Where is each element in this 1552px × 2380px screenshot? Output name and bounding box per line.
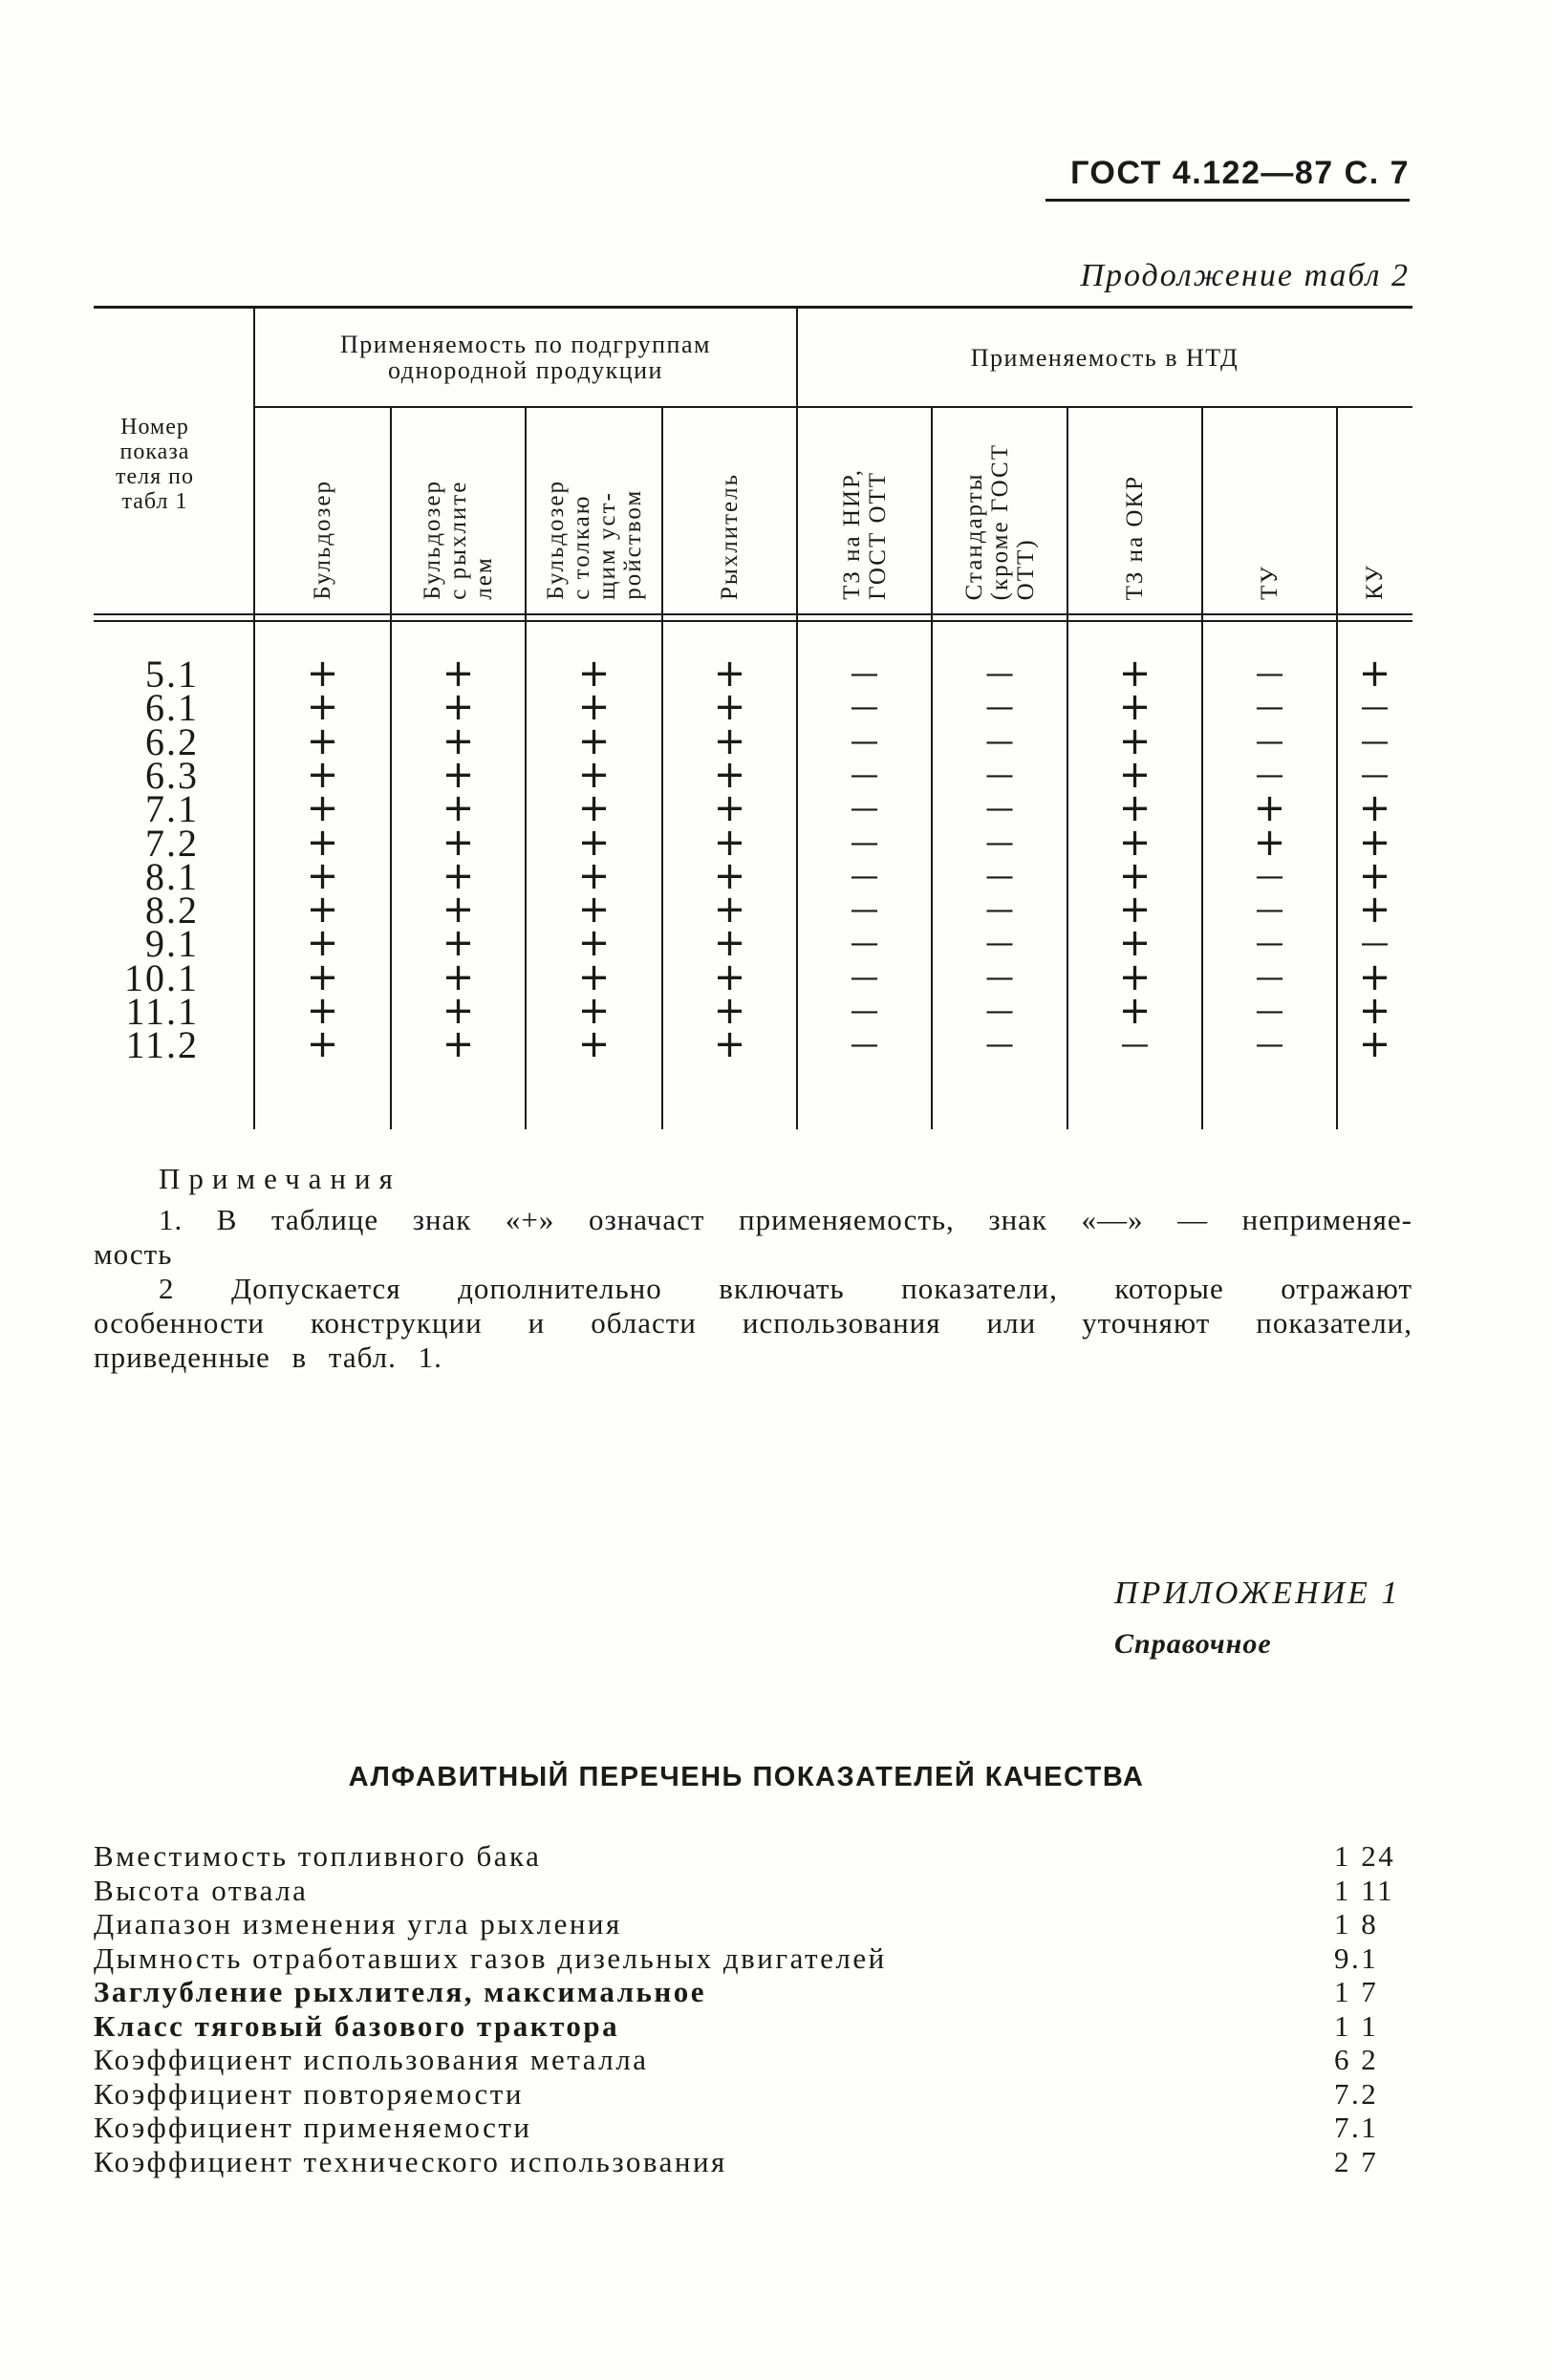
applicable-mark: + (442, 652, 475, 696)
index-item-name: Заглубление рыхлителя, максимальное (94, 1975, 707, 2008)
applicable-mark: + (577, 989, 611, 1033)
appendix-label: ПРИЛОЖЕНИЕ 1 (1114, 1576, 1401, 1611)
applicable-mark: + (577, 718, 611, 763)
header-rule (1045, 199, 1410, 202)
not-applicable-mark: — (850, 893, 879, 928)
not-applicable-mark: — (985, 995, 1014, 1028)
applicable-mark: + (442, 853, 475, 898)
applicable-mark: + (1358, 786, 1391, 831)
column-header-label: Бульдозер с рыхлите лем (420, 480, 497, 600)
index-item (94, 1941, 1412, 1976)
note-line: 1. В таблице знак «+» означаст применяемость, знак «—» — неприменяе- (159, 1203, 1412, 1236)
applicable-mark: + (306, 820, 339, 865)
not-applicable-mark: — (985, 758, 1014, 792)
not-applicable-mark: — (985, 859, 1014, 893)
index-item-name: Диапазон изменения угла рыхления (94, 1907, 622, 1940)
not-applicable-mark: — (850, 724, 879, 759)
column-header-ku (1337, 408, 1412, 613)
index-item-name: Коэффициент повторяемости (94, 2076, 524, 2111)
index-item-ref: 2 7 (1334, 2144, 1379, 2178)
applicable-mark: + (577, 685, 611, 730)
row-indicator-number: 6.2 (145, 719, 199, 763)
header-double-rule-lower (94, 620, 1412, 622)
applicable-mark: + (1358, 853, 1391, 898)
index-item (94, 2111, 1412, 2145)
applicable-mark: + (577, 853, 611, 898)
not-applicable-mark: — (1255, 960, 1284, 995)
applicable-mark: + (306, 954, 339, 999)
applicable-mark: + (1118, 921, 1152, 966)
not-applicable-mark: — (985, 960, 1014, 995)
column-header-label: Стандарты (кроме ГОСТ ОТТ) (960, 442, 1039, 600)
row-indicator-number: 5.1 (145, 653, 199, 696)
applicable-mark: + (442, 685, 475, 730)
row-indicator-number: 7.2 (145, 821, 199, 865)
not-applicable-mark: — (985, 792, 1014, 826)
applicable-mark: + (577, 652, 611, 696)
index-item-ref: 7.2 (1334, 2076, 1379, 2111)
column-header-label: Бульдозер с толкаю щим уст- ройством (542, 480, 646, 600)
applicable-mark: + (306, 685, 339, 730)
applicable-mark: + (713, 989, 746, 1033)
applicable-mark: + (306, 853, 339, 898)
index-item-ref: 1 7 (1334, 1975, 1379, 2008)
not-applicable-mark: — (1255, 893, 1284, 928)
applicable-mark: + (1118, 752, 1152, 797)
not-applicable-mark: — (1255, 859, 1284, 893)
group-header-product-subgroups: Применяемость по подгруппам однородной продукции (340, 331, 711, 384)
not-applicable-mark: — (850, 995, 879, 1028)
row-indicator-number: 11.1 (125, 990, 199, 1033)
document-id-header: ГОСТ 4.122—87 С. 7 (1070, 155, 1410, 191)
not-applicable-mark: — (985, 893, 1014, 928)
applicable-mark: + (577, 820, 611, 865)
index-item-name: Коэффициент использования металла (94, 2043, 649, 2076)
note-line: 2 Допускается дополнительно включать показатели, которые отражают (159, 1272, 1412, 1305)
not-applicable-mark: — (1360, 927, 1390, 961)
notes-section (94, 1162, 1412, 1375)
applicable-mark: + (306, 652, 339, 696)
applicable-mark: + (577, 1022, 611, 1067)
not-applicable-mark: — (850, 960, 879, 995)
not-applicable-mark: — (1255, 995, 1284, 1028)
column-header-label: Бульдозер (310, 480, 335, 600)
column-header-tz-nir-gost-ott (797, 408, 932, 613)
applicability-table (94, 306, 1412, 1129)
index-item-ref: 1 8 (1334, 1907, 1379, 1940)
index-list (94, 1839, 1412, 2178)
applicable-mark: + (442, 989, 475, 1033)
notes-title: Примечания (159, 1162, 401, 1195)
not-applicable-mark: — (1255, 724, 1284, 759)
column-header-label: ТУ (1257, 565, 1283, 600)
applicable-mark: + (713, 853, 746, 898)
not-applicable-mark: — (1255, 691, 1284, 725)
note-line: особенности конструкции и области использования или уточняют показатели, (94, 1306, 1412, 1340)
index-title: АЛФАВИТНЫЙ ПЕРЕЧЕНЬ ПОКАЗАТЕЛЕЙ КАЧЕСТВА (348, 1762, 1145, 1792)
index-item-name: Коэффициент применяемости (94, 2111, 532, 2144)
not-applicable-mark: — (850, 691, 879, 725)
applicable-mark: + (306, 1022, 339, 1067)
not-applicable-mark: — (985, 691, 1014, 725)
column-header-label: Рыхлитель (717, 473, 743, 600)
applicable-mark: + (1118, 718, 1152, 763)
applicable-mark: + (1253, 786, 1286, 831)
applicable-mark: + (442, 888, 475, 933)
note-line: приведенные в табл. 1. (94, 1340, 442, 1374)
applicable-mark: + (1358, 820, 1391, 865)
applicable-mark: + (306, 786, 339, 831)
applicable-mark: + (306, 718, 339, 763)
column-header-label: КУ (1362, 564, 1388, 600)
not-applicable-mark: — (985, 724, 1014, 759)
column-header-ripper (662, 408, 797, 613)
not-applicable-mark: — (850, 1028, 879, 1062)
column-header-bulldozer (254, 408, 391, 613)
applicable-mark: + (1358, 652, 1391, 696)
row-indicator-number: 9.1 (145, 922, 199, 966)
not-applicable-mark: — (850, 859, 879, 893)
not-applicable-mark: — (985, 657, 1014, 691)
not-applicable-mark: — (1360, 691, 1390, 725)
applicable-mark: + (306, 989, 339, 1033)
applicable-mark: + (1118, 652, 1152, 696)
applicable-mark: + (306, 921, 339, 966)
index-item (94, 1975, 1412, 2009)
applicable-mark: + (713, 786, 746, 831)
index-item (94, 1874, 1412, 1908)
not-applicable-mark: — (1255, 1028, 1284, 1062)
not-applicable-mark: — (1255, 927, 1284, 961)
applicable-mark: + (713, 888, 746, 933)
index-item (94, 2043, 1412, 2077)
index-item-ref: 6 2 (1334, 2043, 1379, 2076)
index-item-ref: 1 24 (1334, 1839, 1396, 1873)
column-header-label: ТЗ на ОКР (1122, 474, 1148, 600)
not-applicable-mark: — (985, 927, 1014, 961)
applicable-mark: + (713, 685, 746, 730)
applicable-mark: + (1118, 989, 1152, 1033)
applicable-mark: + (713, 652, 746, 696)
row-indicator-number: 8.2 (145, 889, 199, 933)
index-item (94, 2145, 1412, 2179)
index-item (94, 1907, 1412, 1941)
applicable-mark: + (713, 954, 746, 999)
index-item (94, 2077, 1412, 2112)
applicable-mark: + (442, 921, 475, 966)
applicable-mark: + (1358, 888, 1391, 933)
header-double-rule-upper (94, 613, 1412, 615)
applicable-mark: + (442, 954, 475, 999)
applicable-mark: + (577, 921, 611, 966)
not-applicable-mark: — (850, 758, 879, 792)
not-applicable-mark: — (1120, 1028, 1150, 1062)
group-header-ntd: Применяемость в НТД (970, 343, 1239, 372)
applicable-mark: + (1118, 820, 1152, 865)
index-item-ref: 9.1 (1334, 1940, 1379, 1975)
applicable-mark: + (442, 786, 475, 831)
applicable-mark: + (442, 1022, 475, 1067)
row-indicator-number: 11.2 (125, 1023, 199, 1067)
not-applicable-mark: — (985, 825, 1014, 860)
not-applicable-mark: — (1360, 758, 1390, 792)
row-header-indicator-number: Номер показа теля по табл 1 (116, 415, 194, 514)
column-header-label: ТЗ на НИР, ГОСТ ОТТ (838, 468, 891, 600)
note-line: мость (94, 1237, 173, 1271)
not-applicable-mark: — (850, 825, 879, 860)
index-item (94, 2009, 1412, 2044)
not-applicable-mark: — (850, 657, 879, 691)
applicable-mark: + (1358, 1022, 1391, 1067)
column-header-bulldozer-ripper (391, 408, 526, 613)
applicable-mark: + (1118, 954, 1152, 999)
applicable-mark: + (1358, 989, 1391, 1033)
applicable-mark: + (442, 718, 475, 763)
row-indicator-number: 8.1 (145, 854, 199, 898)
applicable-mark: + (713, 820, 746, 865)
row-indicator-number: 10.1 (124, 955, 199, 999)
applicable-mark: + (442, 820, 475, 865)
row-indicator-number: 6.3 (145, 753, 199, 797)
index-item-ref: 7.1 (1334, 2111, 1379, 2144)
not-applicable-mark: — (1360, 724, 1390, 759)
column-header-tz-okr (1067, 408, 1202, 613)
not-applicable-mark: — (850, 792, 879, 826)
applicable-mark: + (1118, 786, 1152, 831)
index-item-name: Коэффициент технического использования (94, 2144, 727, 2178)
row-indicator-number: 6.1 (145, 686, 199, 730)
applicable-mark: + (577, 954, 611, 999)
applicable-mark: + (1118, 685, 1152, 730)
applicable-mark: + (577, 888, 611, 933)
not-applicable-mark: — (985, 1028, 1014, 1062)
applicable-mark: + (306, 752, 339, 797)
applicable-mark: + (1118, 888, 1152, 933)
applicable-mark: + (577, 752, 611, 797)
applicable-mark: + (713, 1022, 746, 1067)
index-item-ref: 1 1 (1334, 2008, 1379, 2043)
applicable-mark: + (713, 921, 746, 966)
applicable-mark: + (1358, 954, 1391, 999)
applicable-mark: + (713, 752, 746, 797)
column-header-tu (1202, 408, 1337, 613)
index-item-name: Высота отвала (94, 1873, 309, 1907)
applicable-mark: + (442, 752, 475, 797)
index-item-name: Класс тяговый базового трактора (94, 2008, 620, 2043)
applicable-mark: + (306, 888, 339, 933)
applicable-mark: + (713, 718, 746, 763)
index-item-name: Дымность отработавших газов дизельных двигателей (94, 1940, 887, 1975)
not-applicable-mark: — (850, 927, 879, 961)
appendix-type: Справочное (1114, 1628, 1272, 1660)
applicable-mark: + (1118, 853, 1152, 898)
table-continuation-caption: Продолжение табл 2 (1080, 258, 1410, 293)
row-indicator-number: 7.1 (145, 787, 199, 831)
index-item (94, 1839, 1412, 1874)
not-applicable-mark: — (1255, 657, 1284, 691)
index-item-ref: 1 11 (1334, 1873, 1395, 1907)
column-header-bulldozer-pusher (526, 408, 662, 613)
not-applicable-mark: — (1255, 758, 1284, 792)
applicable-mark: + (1253, 820, 1286, 865)
column-header-standards (932, 408, 1067, 613)
applicable-mark: + (577, 786, 611, 831)
index-item-name: Вместимость топливного бака (94, 1839, 542, 1873)
